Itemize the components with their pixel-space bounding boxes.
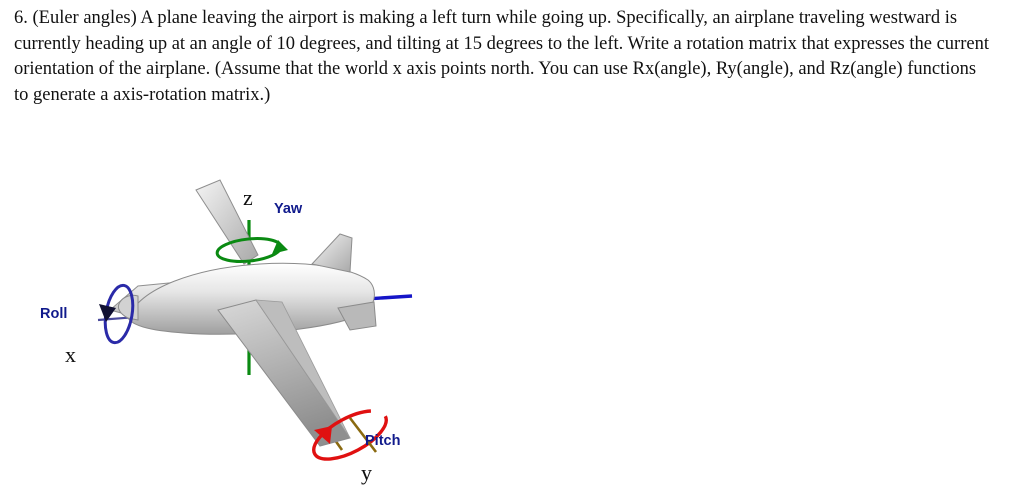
question-text: 6. (Euler angles) A plane leaving the airport is making a left turn while going up. Specifically, an airplane traveling westward is currently heading up at an angle of 10 degrees, and tilting at 15 degrees to the left. Write a rotation matrix that expresses the current orientation of the airplane. (Assume that the world x axis points north. You can use Rx(angle), Ry(angle), and Rz(angle) functions to generate a axis-rotation matrix.) [14, 8, 994, 105]
question-block [14, 6, 994, 108]
axis-z-label: z [243, 185, 253, 210]
airplane-euler-angles-figure [20, 160, 490, 495]
pitch-label: Pitch [365, 433, 401, 449]
plane-nose [118, 295, 138, 320]
yaw-label: Yaw [274, 201, 303, 217]
axis-x-label: x [65, 342, 76, 367]
roll-label: Roll [40, 306, 68, 322]
axis-y-label: y [361, 460, 372, 485]
figure-svg [20, 160, 490, 495]
